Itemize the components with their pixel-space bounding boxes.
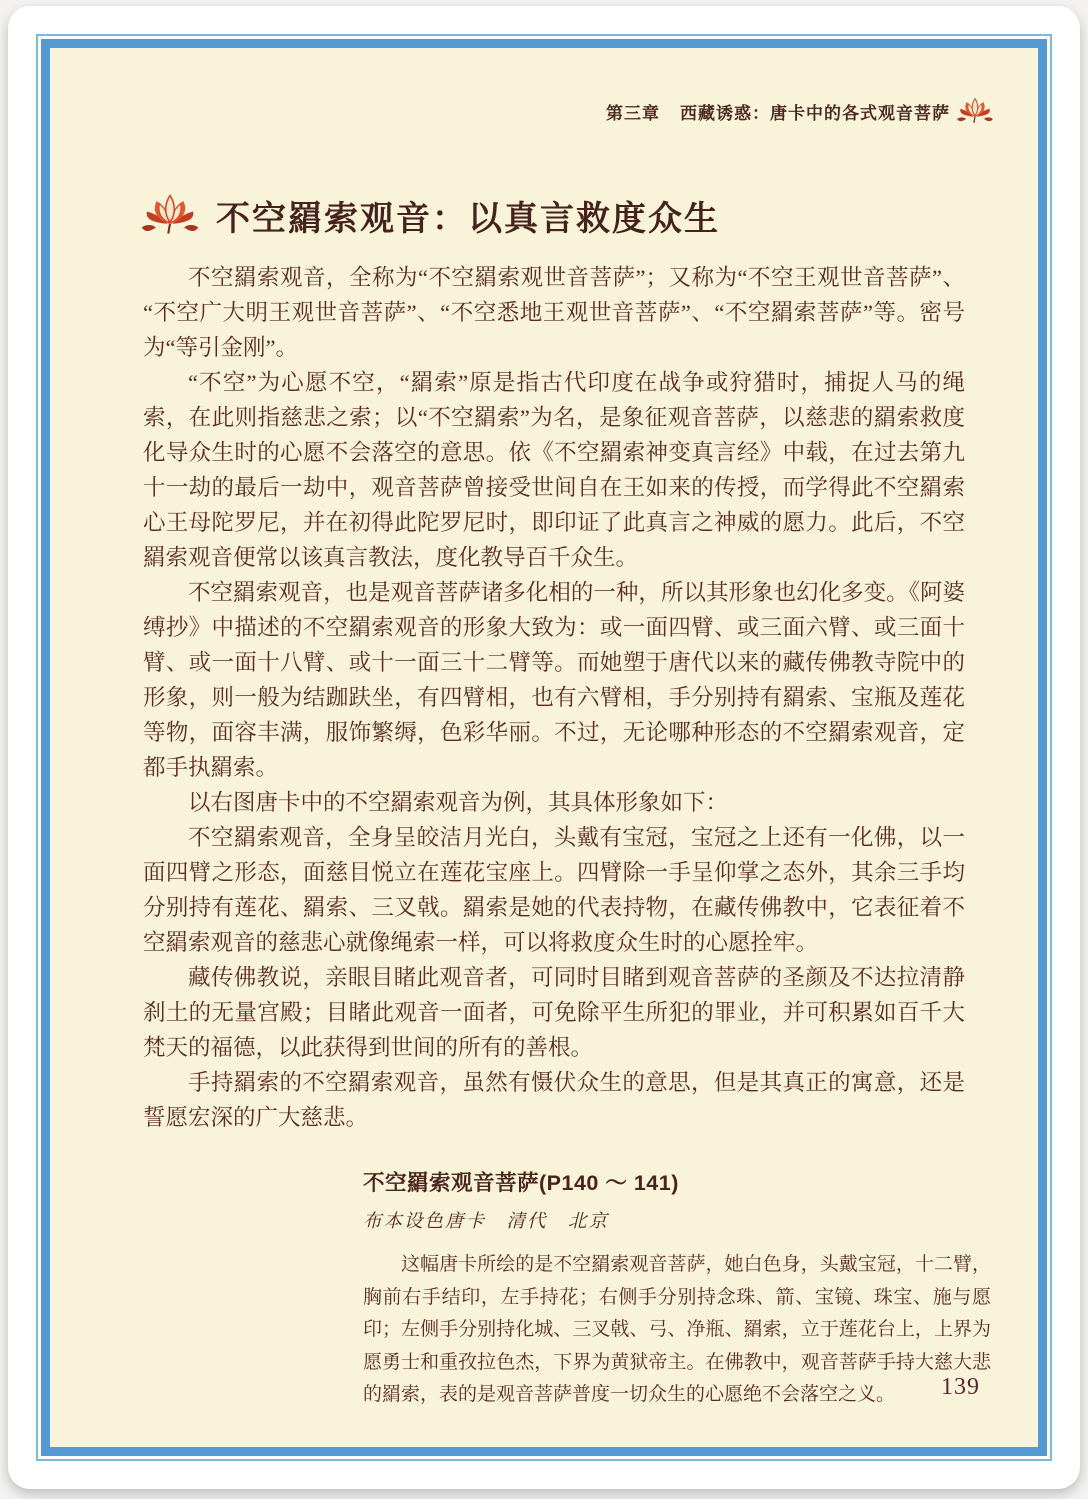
figure-caption xyxy=(363,1166,991,1412)
section-title-row xyxy=(140,190,968,240)
paragraph: 藏传佛教说，亲眼目睹此观音者，可同时目睹到观音菩萨的圣颜及不达拉清静刹土的无量宫殿；目睹此观音一面者，可免除平生所犯的罪业，并可积累如百千大梵天的福德，以此获得到世间的所有的善根。 xyxy=(143,965,965,1060)
page-card xyxy=(8,6,1080,1489)
paragraph: 不空羂索观音，全称为“不空羂索观世音菩萨”；又称为“不空王观世音菩萨”、“不空广大明王观世音菩萨”、“不空悉地王观世音菩萨”、“不空羂索菩萨”等。密号为“等引金刚”。 xyxy=(143,265,965,360)
page-number: 139 xyxy=(941,1374,980,1400)
caption-meta: 布本设色唐卡 清代 北京 xyxy=(363,1212,610,1232)
page-title: 不空羂索观音：以真言救度众生 xyxy=(216,199,720,238)
paragraph: 手持羂索的不空羂索观音，虽然有慑伏众生的意思，但是其真正的寓意，还是誓愿宏深的广大慈悲。 xyxy=(143,1070,965,1130)
lotus-icon xyxy=(956,94,994,128)
page-content xyxy=(50,48,1038,1447)
caption-title: 不空羂索观音菩萨(P140 ～ 141) xyxy=(363,1171,679,1195)
paragraph: 以右图唐卡中的不空羂索观音为例，其具体形象如下： xyxy=(188,790,729,815)
running-head xyxy=(606,94,994,128)
paper-area xyxy=(41,39,1047,1456)
decorative-frame xyxy=(36,34,1052,1461)
running-head-title: 西藏诱惑：唐卡中的各式观音菩萨 xyxy=(680,103,950,123)
body-text xyxy=(143,260,965,1135)
paragraph: “不空”为心愿不空，“羂索”原是指古代印度在战争或狩猎时，捕捉人马的绳索，在此则指慈悲之索；以“不空羂索”为名，是象征观音菩萨，以慈悲的羂索救度化导众生时的心愿不会落空的意思。依《不空羂索神变真言经》中载，在过去第九十一劫的最后一劫中，观音菩萨曾接受世间自在王如来的传授，而学得此不空羂索心王母陀罗尼，并在初得此陀罗尼时，即印证了此真言之神威的愿力。此后，不空羂索观音便常以该真言教法，度化教导百千众生。 xyxy=(143,370,965,570)
chapter-label: 第三章 xyxy=(606,103,660,123)
lotus-icon xyxy=(140,190,200,240)
paragraph: 不空羂索观音，全身呈皎洁月光白，头戴有宝冠，宝冠之上还有一化佛，以一面四臂之形态，面慈目悦立在莲花宝座上。四臂除一手呈仰掌之态外，其余三手均分别持有莲花、羂索、三叉戟。羂索是她的代表持物，在藏传佛教中，它表征着不空羂索观音的慈悲心就像绳索一样，可以将救度众生时的心愿拴牢。 xyxy=(143,825,965,955)
paragraph: 不空羂索观音，也是观音菩萨诸多化相的一种，所以其形象也幻化多变。《阿婆缚抄》中描述的不空羂索观音的形象大致为：或一面四臂、或三面六臂、或三面十臂、或一面十八臂、或十一面三十二臂等。而她塑于唐代以来的藏传佛教寺院中的形象，则一般为结跏趺坐，有四臂相，也有六臂相，手分别持有羂索、宝瓶及莲花等物，面容丰满，服饰繁缛，色彩华丽。不过，无论哪种形态的不空羂索观音，定都手执羂索。 xyxy=(143,580,965,780)
caption-description: 这幅唐卡所绘的是不空羂索观音菩萨，她白色身，头戴宝冠，十二臂，胸前右手结印，左手持花；右侧手分别持念珠、箭、宝镜、珠宝、施与愿印；左侧手分别持化城、三叉戟、弓、净瓶、羂索，立于莲花台上，上界为愿勇士和重孜拉色杰，下界为黄狱帝主。在佛教中，观音菩萨手持大慈大悲的羂索，表的是观音菩萨普度一切众生的心愿绝不会落空之义。 xyxy=(363,1254,991,1405)
